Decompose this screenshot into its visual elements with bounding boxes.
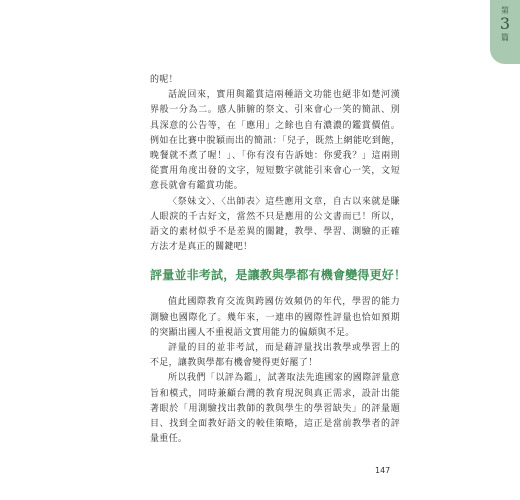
paragraph: 話說回來，實用與鑑賞這兩種語文功能也絕非如楚河漢界般一分為二。感人肺腑的祭文、引來會心一笑的簡訊、別具深意的公告等，在「應用」之餘也自有濃濃的鑑賞價值。例如在比賽中脫穎而出的簡訊：「兒子，既然上網能吃到飽，晚餐就不煮了喔！」、「你有沒有告訴她：你愛我？」這兩則從實用角度出發的文字，短短數字就能引來會心一笑，文短意長就會有鑑賞功能。	[150, 90, 400, 192]
section-heading: 評量並非考試，是讓教與學都有機會變得更好！	[150, 268, 407, 283]
paragraph: 的呢！	[150, 75, 178, 85]
paragraph: 〈祭妹文〉、〈出師表〉這些應用文章，自古以來就是賺人眼淚的千古好文，當然不只是應用的公文書而已！所以，語文的素材似乎不是差異的關鍵，教學、學習、測驗的正確方法才是真正的關鍵吧！	[150, 196, 400, 253]
chapter-tab-number: 3	[499, 14, 511, 33]
chapter-tab-suffix: 篇	[501, 33, 509, 42]
paragraph: 評量的目的並非考試，而是藉評量找出教學或學習上的不足，讓教與學都有機會變得更好罷了！	[150, 343, 400, 369]
paragraph: 值此國際教育交流與跨國仿效頻仍的年代，學習的能力測驗也國際化了。幾年來，一連串的國際性評量也恰如預期的突顯出國人不重視語文實用能力的偏頗與不足。	[150, 297, 400, 338]
chapter-tab-prefix: 第	[501, 6, 509, 15]
page-body	[150, 73, 407, 447]
page-number: 147	[375, 466, 391, 475]
chapter-tab	[490, 0, 520, 64]
paragraph: 所以我們「以評為鑑」，試著取法先進國家的國際評量意旨和模式，同時兼顧台灣的教育現況與真正需求，設計出能著眼於「用測驗找出教師的教與學生的學習缺失」的評量題目、找到全面教好語文的較佳策略，這正是當前教學者的評量重任。	[150, 373, 400, 445]
